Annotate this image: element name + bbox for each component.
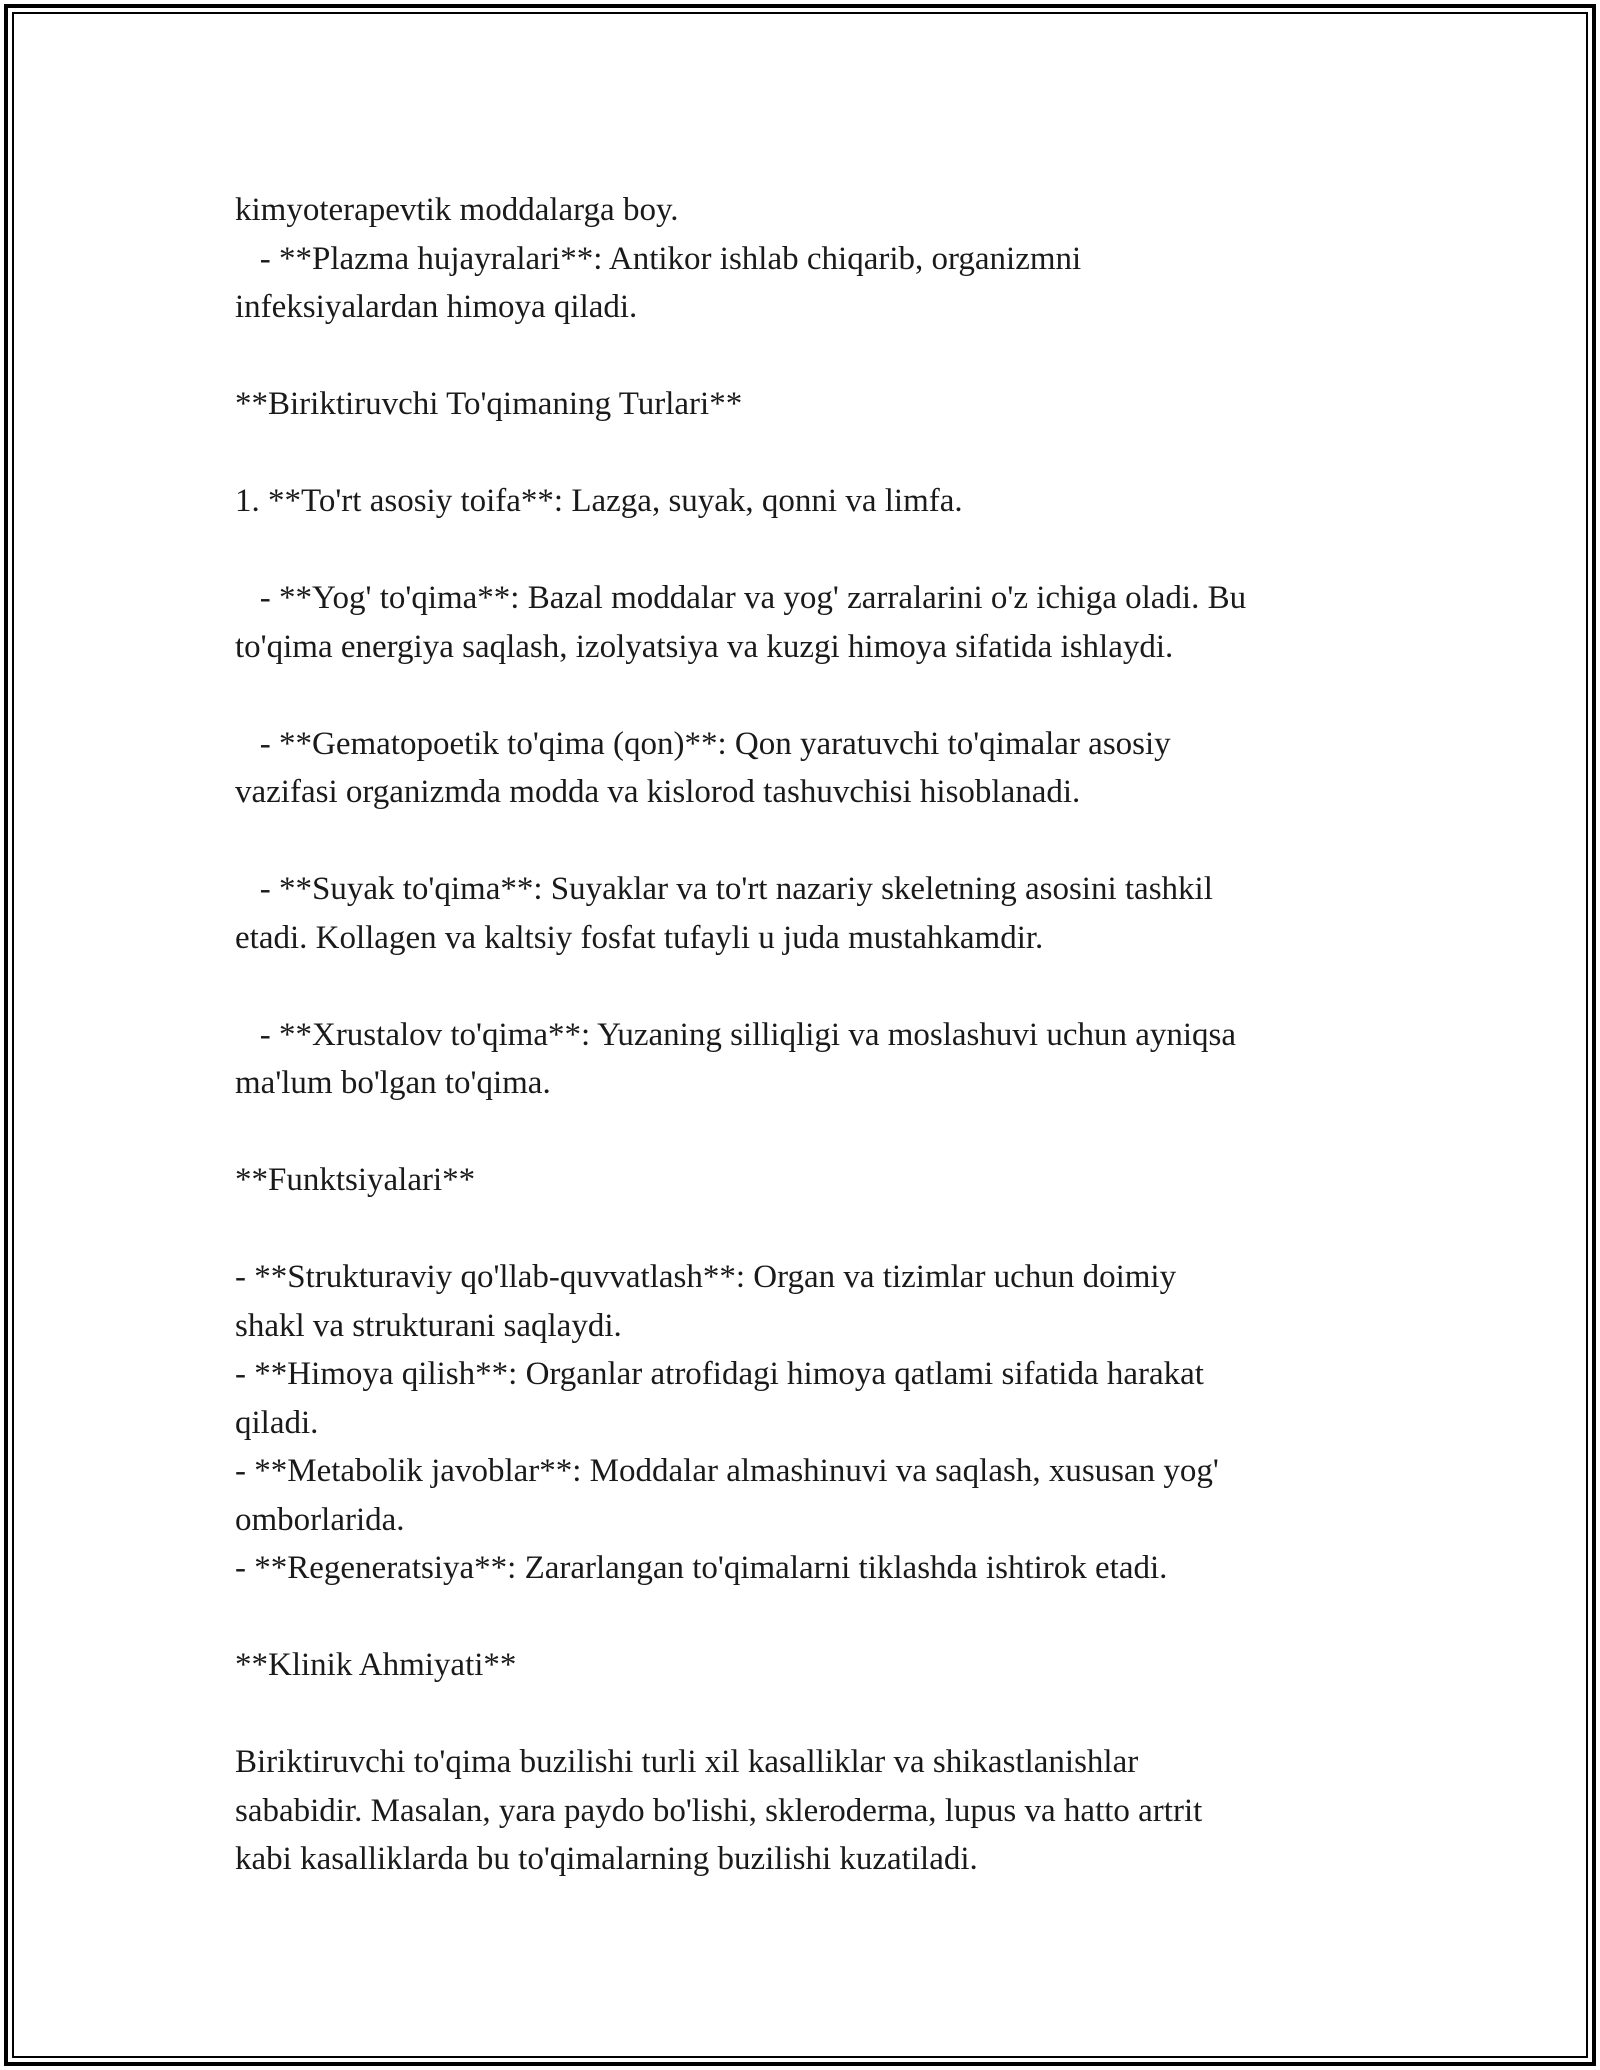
blank-line xyxy=(235,1205,1375,1254)
text-line: 1. **To'rt asosiy toifa**: Lazga, suyak, qonni va limfa. xyxy=(235,483,963,519)
text-line: to'qima energiya saqlash, izolyatsiya va kuzgi himoya sifatida ishlaydi. xyxy=(235,628,1174,665)
text-line: kimyoterapevtik moddalarga boy. xyxy=(235,192,679,228)
text-line: - **Suyak to'qima**: Suyaklar va to'rt nazariy skeletning asosini tashkil xyxy=(235,871,1213,907)
document-body xyxy=(235,186,1375,1884)
blank-line xyxy=(235,429,1375,478)
text-line: - **Himoya qilish**: Organlar atrofidagi himoya qatlami sifatida harakat xyxy=(235,1356,1204,1392)
blank-line xyxy=(235,526,1375,575)
text-line: ma'lum bo'lgan to'qima. xyxy=(235,1065,551,1101)
text-line: sababidir. Masalan, yara paydo bo'lishi, skleroderma, lupus va hatto artrit xyxy=(235,1792,1203,1829)
blank-line xyxy=(235,817,1375,866)
text-line: etadi. Kollagen va kaltsiy fosfat tufayli u juda mustahkamdir. xyxy=(235,919,1044,956)
section-heading: **Biriktiruvchi To'qimaning Turlari** xyxy=(235,386,743,422)
blank-line xyxy=(235,671,1375,720)
text-line: vazifasi organizmda modda va kislorod tashuvchisi hisoblanadi. xyxy=(235,774,1081,810)
text-line: shakl va strukturani saqlaydi. xyxy=(235,1307,622,1344)
text-line: infeksiyalardan himoya qiladi. xyxy=(235,289,638,325)
text-line: - **Gematopoetik to'qima (qon)**: Qon yaratuvchi to'qimalar asosiy xyxy=(235,725,1171,762)
text-line: - **Xrustalov to'qima**: Yuzaning silliqligi va moslashuvi uchun ayniqsa xyxy=(235,1016,1237,1053)
text-line: - **Metabolik javoblar**: Moddalar almashinuvi va saqlash, xususan yog' xyxy=(235,1453,1219,1489)
text-line: Biriktiruvchi to'qima buzilishi turli xil kasalliklar va shikastlanishlar xyxy=(235,1744,1139,1780)
text-line: - **Strukturaviy qo'llab-quvvatlash**: Organ va tizimlar uchun doimiy xyxy=(235,1259,1177,1295)
blank-line xyxy=(235,332,1375,381)
section-heading: **Klinik Ahmiyati** xyxy=(235,1647,517,1683)
section-heading: **Funktsiyalari** xyxy=(235,1162,476,1198)
blank-line xyxy=(235,1593,1375,1642)
blank-line xyxy=(235,1108,1375,1157)
blank-line xyxy=(235,962,1375,1011)
text-line: kabi kasalliklarda bu to'qimalarning buzilishi kuzatiladi. xyxy=(235,1841,978,1877)
text-line: - **Plazma hujayralari**: Antikor ishlab chiqarib, organizmni xyxy=(235,240,1082,277)
text-line: - **Regeneratsiya**: Zararlangan to'qimalarni tiklashda ishtirok etadi. xyxy=(235,1550,1168,1586)
blank-line xyxy=(235,1690,1375,1739)
text-line: qiladi. xyxy=(235,1404,319,1441)
text-line: omborlarida. xyxy=(235,1501,405,1538)
text-line: - **Yog' to'qima**: Bazal moddalar va yog' zarralarini o'z ichiga oladi. Bu xyxy=(235,580,1247,616)
